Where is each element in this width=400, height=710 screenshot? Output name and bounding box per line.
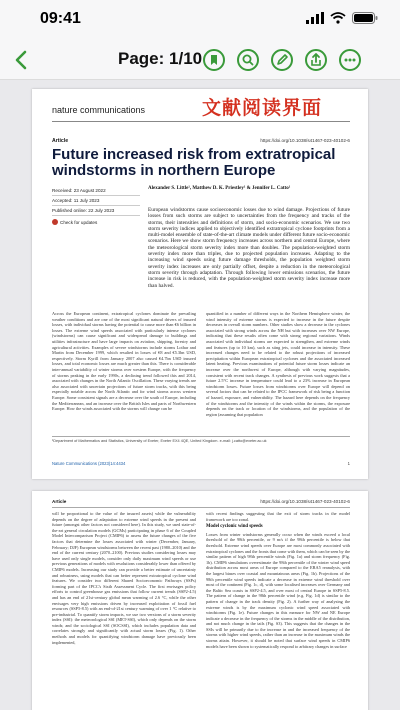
back-chevron-icon[interactable] — [10, 48, 34, 72]
check-updates-icon — [52, 219, 58, 225]
check-updates-button[interactable] — [52, 219, 140, 225]
body-column-right: quantified in a number of different ways in the Northern Hemisphere winter, the wind intensity of extreme storms is expected to increase in the future despite decreases in overall storm numbers. Other studies show a decrease in the cyclones associated with strong winds across the NH but with increases over NW Europe, indicating that these results often come with strong regional variations. Winds associated with individual storms are expected to strengthen, and extreme winds and features (up to 10 km), such as sting jets, could increase in intensity. These increased changes need to be related to the robust projections of increased precipitation within European extratropical cyclones and the associated increased latent heating. Previous examinations of potential future storm losses indicate an increase over the northwest of Europe, although with varying magnitudes, consistent with recent track changes. A synthesis of previous work suggests that a future 2.5°C increase in temperature could lead to a 23% increase in European windstorm losses. Future losses from windstorms over Europe will depend on several factors that can be related to the IPCC framework of risk being a function of hazard, exposure, and vulnerability. The hazard here depends on the frequency of the windstorms and the intensity of the winds within the storms, the exposure depends on the track or location of the windstorms, and the population of the region (assuming that population — [206, 311, 350, 417]
footer-citation — [52, 461, 125, 466]
header-rule — [52, 121, 350, 122]
bookmark-icon[interactable] — [202, 48, 226, 72]
footer-page-number: 1 — [347, 461, 350, 466]
affiliation-footnote — [52, 436, 350, 443]
journal-name: nature communications — [52, 105, 146, 115]
published-date: Published online: 22 July 2023 — [52, 206, 140, 216]
status-icons — [306, 12, 378, 24]
status-time: 09:41 — [40, 10, 81, 27]
accepted-date: Accepted: 11 July 2023 — [52, 196, 140, 206]
footer-journal: Nature Communications — [52, 461, 97, 466]
header-rule — [52, 507, 350, 508]
wifi-icon — [330, 12, 346, 24]
doi-link[interactable]: https://doi.org/10.1038/s41467-023-40102-6 — [260, 499, 350, 504]
paragraph: Losses from winter windstorms generally occur when the winds exceed a local threshold of the 98th percentile, or 9 m/s if the 98th percentile is below that threshold. Extreme wind speeds over Europe are most commonly associated with extratropical cyclones and the fronts that come with them, which can be seen by the similar pattern of high 98th percentile winds (Fig. 1a) and storm frequency (Fig. 1b). CMIP6 simulations overestimate the 98th percentile of the winter wind speed distribution across most areas of Europe compared to the ERA5 reanalysis, with the largest biases over coastal and mountainous areas (Fig. 1b). Projections of the 98th percentile wind speeds indicate a decrease in extreme wind threshold over most of the continent (Fig. 1c, d), with some localised increases over Germany and the Baltic Sea coasts in SSP2-4.5, and over most of central Europe in SSP5-8.5. The pattern of change in the 98th percentile wind (e.g. Fig. 1d) is similar to the pattern of change in the track density (Fig. 2). A further way of analysing the extreme winds is by the maximum cyclonic wind speed associated with windstorms (Fig. 1e). Future changes in this measure for NW and NE Europe indicate a decrease in the frequency of the storms in the middle of the distribution, and not much change in the tails (Fig. S3). This suggests that the changes in the SSIs will be primarily due to the increase in and the increased frequency of the storms with higher wind speeds, rather than an increase in the maximum winds the storms attain. However, it should be noted that surface wind speeds in CMIP6 models have been shown to systematically respond to arbitrary changes in surface — [206, 531, 351, 649]
overlay-caption: 文献阅读界面 — [202, 97, 323, 119]
page-footer — [52, 461, 350, 466]
article-dates — [52, 186, 140, 225]
doi-link[interactable]: https://doi.org/10.1038/s41467-023-40102-6 — [260, 138, 350, 143]
reader-toolbar — [0, 40, 400, 80]
section-heading: Model cyclonic wind speeds — [206, 524, 263, 530]
author-list: Alexander S. Little¹, Matthew D. K. Priestley¹ & Jennifer L. Catto¹ — [148, 186, 291, 191]
toolbar-actions — [202, 48, 362, 72]
search-icon[interactable] — [236, 48, 260, 72]
body-column-left — [52, 511, 196, 649]
footer-volume: (2023)14:4434 — [98, 461, 126, 466]
check-updates-label: Check for updates — [60, 219, 98, 225]
article-type-label: Article — [52, 499, 67, 504]
document-viewer[interactable] — [0, 81, 400, 710]
article-type-label: Article — [52, 138, 69, 144]
page-indicator: Page: 1/10 — [118, 49, 203, 68]
footnote-affiliation: ¹Department of Mathematics and Statistics, University of Exeter, Exeter EX4 4QE, United Kingdom. — [52, 439, 219, 443]
share-icon[interactable] — [304, 48, 328, 72]
body-column-left: Across the European continent, extratropical cyclones dominate the prevailing weather conditions and are one of the most significant natural drivers of insured losses, with individual storms having the potential to cause more than €6 billion in losses. The extreme wind speeds associated with particularly intense cyclones (windstorms) can cause significant and widespread damage to buildings and utilities infrastructure and have large impacts on aviation, shipping, forestry and agricultural activities. Examples of severe windstorms include storms Lothar and Martin from December 1999, which resulted in losses of €8 and €5.3bn USD, respectively. Storm Kyrill from January 2007 also caused €4.7bn USD insured losses, and total economic losses are much greater than this. There is considerable inter-annual variability of winter storms over western Europe, with the frequency of storms peaking in the early 1990s, a declining trend followed this and 2014, associated with changes in the North Atlantic Oscillation. These varying trends are also associated with uncertain projections of future storm tracks, with this being especially notable across the North Atlantic and for wind storms across western Europe. Some consistent signals are a decrease over the south of Europe, including the Mediterranean, and an increase over the British Isles and parts of Northwestern Europe. How the winds associated with the storms will change can be — [52, 311, 196, 412]
body-columns — [52, 511, 350, 649]
paragraph: will be proportional to the value of the insured assets) while the vulnerability depends on the degree of adaptation to extreme wind speeds in the present and future (amongst other factors not considered here). In this study, we used state-of-the-art general circulation models (GCMs) participating in phase 6 of the Coupled Model Intercomparison Project (CMIP6) to assess the future changes of the five factors that determine the losses associated with winter (December, January, February; DJF) European windstorms between the recent past (1980–2010) and the end of the current century (2070–2100). Previous studies considering losses may have used only single models, consider only daily maximum wind speeds or use previous generations of models with resolutions considerably lower than offered by CMIP6 models. Increasing our study can provide a better estimate of uncertainty and robustness, using models that can better represent extratropical cyclone wind features. We consider two different Shared Socioeconomic Pathways (SSPs) forming part of the IPCC's Sixth Assessment Cycle. The first envisages policy efforts to control greenhouse gas emissions that follow current trends (SSP2-4.5) and has an end of 21st-century global mean warming of 2.6 °C, while the other envisages very high emissions driven by increased exploitation of fossil fuel resources (SSP5-8.5) with an end-of-21st century warming of over 1 °C relative to pre-industrial. To quantify storm impacts, we use two versions of a storm severity index (SSI): the meteorological SSI (MET-SSI), which only depends on the storm winds; and the sociological SSI (SOCSSI), which includes population data and correlates strongly and significantly with actual storm losses (Fig. 1). Other methods and models for quantifying windstorm damage have previously been implemented, — [52, 511, 196, 645]
body-columns — [52, 311, 350, 417]
more-icon[interactable] — [338, 48, 362, 72]
paragraph: with recent findings suggesting that the exit of storm tracks in the model framework are too zonal. — [206, 511, 350, 522]
received-date: Received: 23 August 2022 — [52, 186, 140, 196]
footnote-email[interactable]: e-mail: j.catto@exeter.ac.uk — [219, 439, 267, 443]
body-column-right — [206, 511, 350, 649]
pdf-page-2[interactable] — [32, 491, 368, 710]
annotate-icon[interactable] — [270, 48, 294, 72]
signal-icon — [306, 12, 324, 24]
abstract-text: European windstorms cause socioeconomic losses due to wind damage. Projections of future losses from such storms are subject to uncertainties from the frequency and tracks of the storms, their intensities and definitions of storm, and socio-economic scenarios. We use two storm severity indices applied to objectively identified extratropical cyclone footprints from a multi-model ensemble of state-of-the-art climate models under different future socio-economic scenarios. Here we show storm frequency increases across northern and central Europe, where the meteorological storm severity index more than doubles. The population-weighted storm severity index more than triples, due to projected population increases. Adapting to the increasing wind speeds using future damage thresholds, the population weighted storm severity index increases are only partially offset, despite a reduction in the meteorological storm severity through adaptation. Through following lower emissions scenarios, the future increase in risk is reduced, with the population-weighted storm severity index increase more than halved. — [148, 207, 350, 289]
status-bar — [0, 0, 400, 40]
pdf-page-1[interactable] — [32, 89, 368, 479]
battery-icon — [352, 12, 378, 24]
article-title: Future increased risk from extratropical windstorms in northern Europe — [52, 146, 336, 179]
